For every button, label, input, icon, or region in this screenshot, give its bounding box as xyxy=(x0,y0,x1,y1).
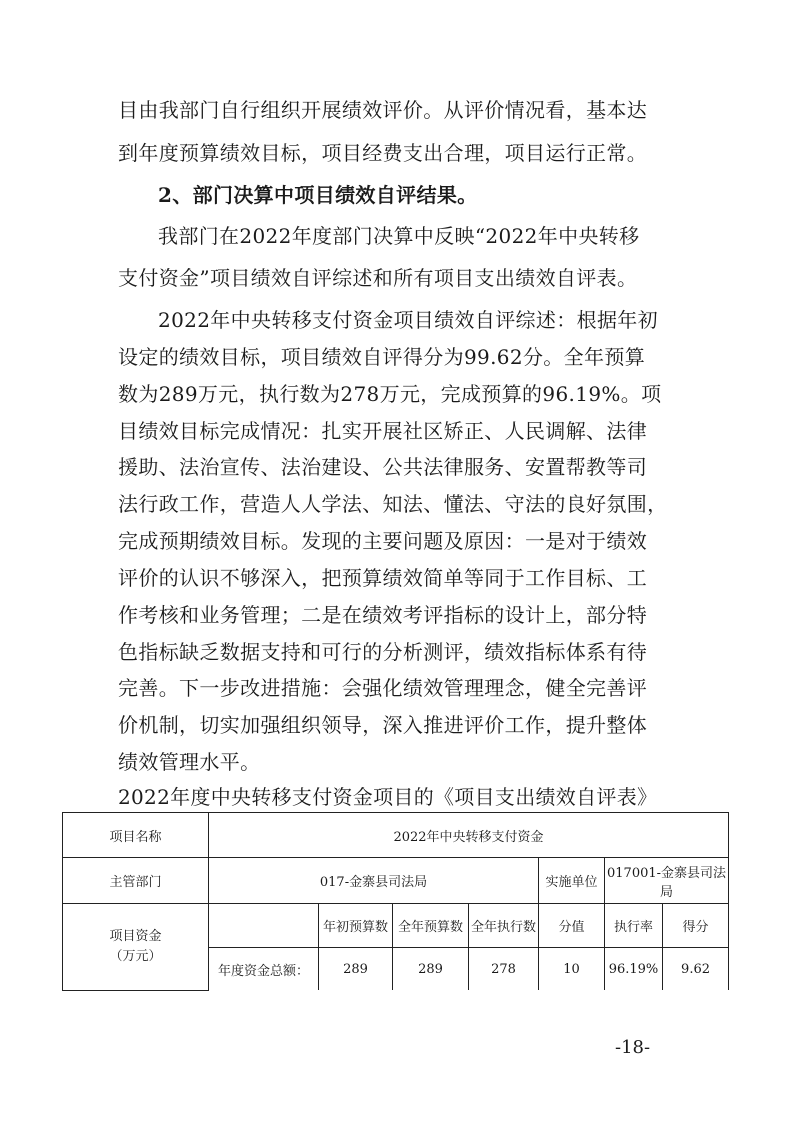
paragraph-line: 我部门在2022年度部门决算中反映“2022年中央转移 xyxy=(158,224,640,248)
row-label: 年度资金总额： xyxy=(209,948,319,991)
fund-unit: （万元） xyxy=(109,948,162,964)
paragraph-line: 设定的绩效目标，项目绩效自评得分为99.62分。全年预算 xyxy=(118,345,646,369)
project-name-label: 项目名称 xyxy=(63,813,209,858)
column-header: 执行率 xyxy=(605,904,663,948)
paragraph-line: 法行政工作，营造人人学法、知法、懂法、守法的良好氛围， xyxy=(118,492,668,516)
fund-label: 项目资金 xyxy=(109,928,162,944)
project-name-value: 2022年中央转移支付资金 xyxy=(209,813,729,858)
paragraph-line: 数为289万元，执行数为278万元，完成预算的96.19%。项 xyxy=(118,382,662,406)
column-header: 全年预算数 xyxy=(393,904,469,948)
dept-label: 主管部门 xyxy=(63,858,209,904)
paragraph-line: 价机制，切实加强组织领导，深入推进评价工作，提升整体 xyxy=(118,713,648,737)
table-row xyxy=(63,904,729,948)
paragraph-line: 色指标缺乏数据支持和可行的分析测评，绩效指标体系有待 xyxy=(118,640,648,664)
column-header: 得分 xyxy=(663,904,729,948)
section-heading: 2、部门决算中项目绩效自评结果。 xyxy=(158,183,478,207)
table-cell: 10 xyxy=(539,948,605,991)
paragraph-line: 到年度预算绩效目标，项目经费支出合理，项目运行正常。 xyxy=(118,141,648,165)
dept-value: 017-金寨县司法局 xyxy=(209,858,539,904)
performance-table xyxy=(62,812,729,991)
table-caption: 2022年度中央转移支付资金项目的《项目支出绩效自评表》 xyxy=(118,785,658,809)
table-cell: 9.62 xyxy=(663,948,729,991)
table-row xyxy=(63,858,729,904)
column-header: 全年执行数 xyxy=(469,904,539,948)
paragraph-line: 2022年中央转移支付资金项目绩效自评综述：根据年初 xyxy=(158,308,658,332)
paragraph-line: 绩效管理水平。 xyxy=(118,750,261,774)
table-cell: 289 xyxy=(393,948,469,991)
unit-label: 实施单位 xyxy=(539,858,605,904)
paragraph-line: 完善。下一步改进措施：会强化绩效管理理念，健全完善评 xyxy=(118,676,648,700)
paragraph-line: 目由我部门自行组织开展绩效评价。从评价情况看，基本达 xyxy=(118,98,648,122)
unit-value: 017001-金寨县司法局 xyxy=(605,858,729,904)
table-cell: 96.19% xyxy=(605,948,663,991)
paragraph-line: 目绩效目标完成情况：扎实开展社区矫正、人民调解、法律 xyxy=(118,419,648,443)
paragraph-line: 援助、法治宣传、法治建设、公共法律服务、安置帮教等司 xyxy=(118,455,648,479)
page-number: -18- xyxy=(615,1037,651,1058)
paragraph-line: 作考核和业务管理；二是在绩效考评指标的设计上，部分特 xyxy=(118,603,648,627)
paragraph-line: 支付资金”项目绩效自评综述和所有项目支出绩效自评表。 xyxy=(118,266,638,290)
table-cell: 278 xyxy=(469,948,539,991)
table-cell: 289 xyxy=(319,948,393,991)
blank-header-cell xyxy=(209,904,319,948)
paragraph-line: 完成预期绩效目标。发现的主要问题及原因：一是对于绩效 xyxy=(118,529,648,553)
fund-label-cell xyxy=(63,904,209,991)
table-row xyxy=(63,813,729,858)
column-header: 分值 xyxy=(539,904,605,948)
paragraph-line: 评价的认识不够深入，把预算绩效简单等同于工作目标、工 xyxy=(118,566,648,590)
column-header: 年初预算数 xyxy=(319,904,393,948)
